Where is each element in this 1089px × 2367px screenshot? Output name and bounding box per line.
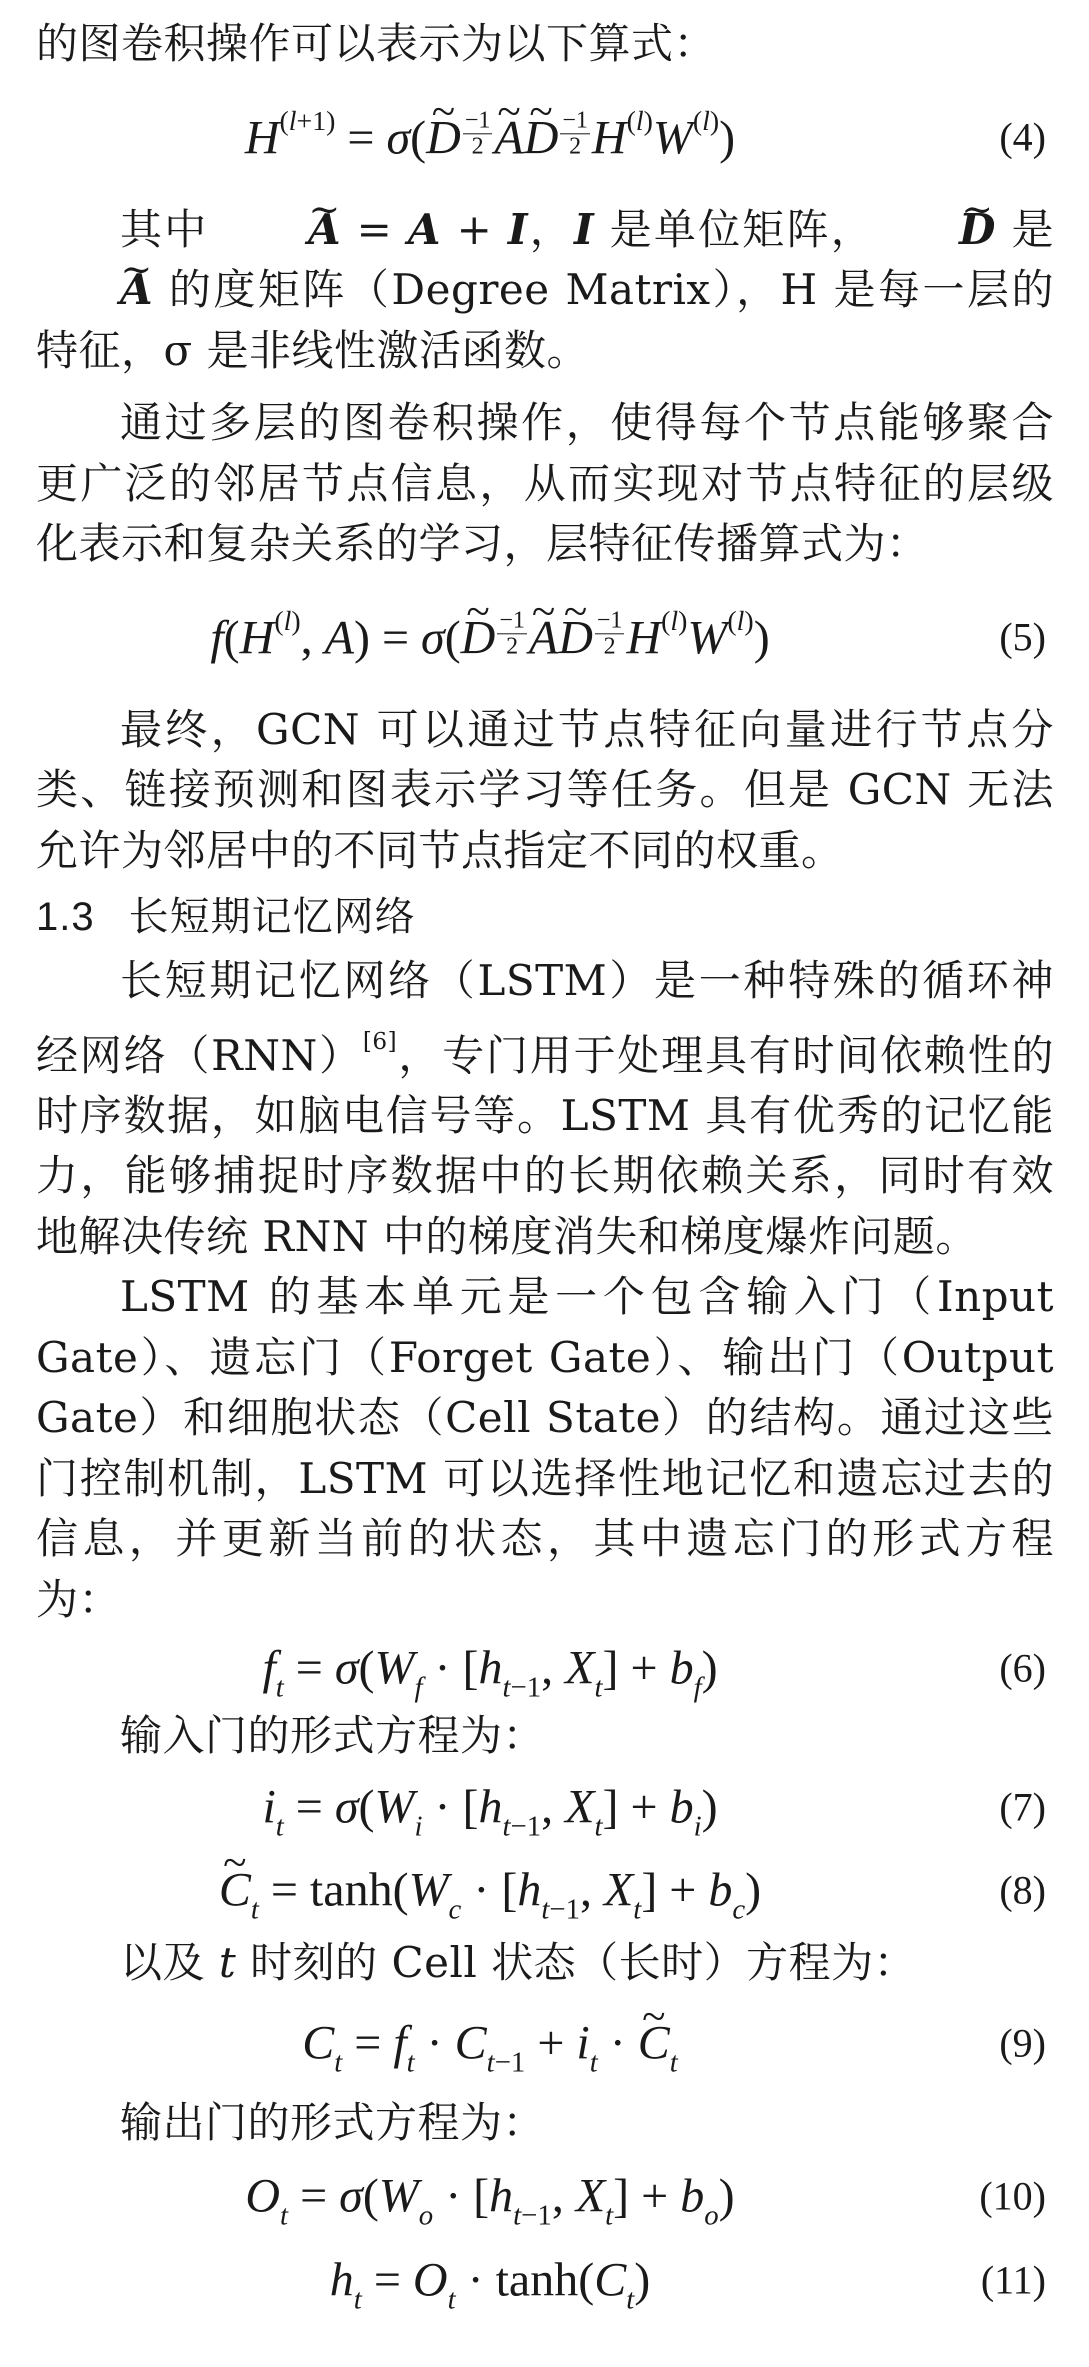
- equation-formula: $f_t = \sigma(W_f \cdot [h_{t-1}$, $X_t] + b_f$): [262, 1641, 718, 1704]
- paragraph-text: ，: [528, 204, 574, 254]
- paragraph-text: 其中: [120, 204, 224, 254]
- citation-ref: [6]: [362, 1028, 398, 1055]
- equation-formula: $i_t = \sigma(W_i \cdot [h_{t-1}$, $X_t] + b_i$): [262, 1780, 718, 1843]
- equation-number: (9): [999, 2020, 1046, 2066]
- paragraph-text: 是单位矩阵，: [594, 204, 875, 254]
- paragraph-text: 的图卷积操作可以表示为以下算式：: [36, 19, 717, 68]
- paragraph-text: 的度矩阵: [153, 265, 347, 314]
- paragraph-gcn-summary: [36, 700, 1054, 882]
- paragraph-lstm-unit: [36, 1267, 1054, 1630]
- paragraph-text: ，专门用于处理具有时间依赖性的时序数据，如脑电信号等。LSTM 具有优秀的记忆能力，能够捕捉时序数据中的长期依赖关系，同时有效地解决传统 RNN 中的梯度消失和梯度爆炸问题。: [36, 1030, 1054, 1261]
- paragraph-text: 是: [995, 204, 1054, 254]
- paper-page: [36, 0, 1054, 2322]
- paragraph-cell-state: [36, 1933, 1054, 1994]
- section-heading: [36, 887, 1054, 947]
- equation-formula: $O_t = \sigma(W_o \cdot [h_{t-1}$, $X_t] + b_o$): [245, 2169, 735, 2232]
- paragraph-text: 时刻的 Cell 状态（长时）方程为：: [236, 1937, 917, 1987]
- equation-number: (10): [979, 2173, 1046, 2219]
- equation-formula: $H^{(l+1)}$ = σ(~ D $\frac{-1}{2}$ ~ A~ D $\frac{-1}{2}$ $H^{(l)}W^{(l)}$): [36, 108, 944, 165]
- paragraph-text: 最终，GCN 可以通过节点特征向量进行节点分类、链接预测和图表示学习等任务。但是 GCN 无法允许为邻居中的不同节点指定不同的权重。: [36, 704, 1054, 875]
- equation-9: [36, 1993, 1054, 2093]
- equation-10: [36, 2154, 1054, 2238]
- equation-number: (4): [999, 114, 1046, 160]
- paragraph-output-gate: [36, 2093, 1054, 2154]
- equation-number: (5): [999, 614, 1046, 660]
- equation-5: [36, 575, 1054, 700]
- paragraph-text: 长短期记忆网络（LSTM）是一种特殊的循环神经网络（RNN）: [36, 956, 1054, 1080]
- section-number: 1.3: [36, 895, 95, 939]
- variable-t: t: [218, 1937, 237, 1987]
- equation-7: [36, 1767, 1054, 1847]
- paragraph-text: 以及: [120, 1937, 219, 1987]
- paragraph-text: 输入门的形式方程为：: [120, 1711, 546, 1761]
- equation-formula: $f(H^{(l)}$, A) = σ(~ D $\frac{-1}{2}$ ~ A~ D $\frac{-1}{2}$ $H^{(l)}W^{(l)}$): [36, 608, 944, 665]
- section-title: 长短期记忆网络: [128, 894, 416, 940]
- equation-formula: $C_t = f_t \cdot C_{t-1} + i_t$ · ~ $C_t$: [36, 2016, 944, 2071]
- equation-number: (7): [999, 1784, 1046, 1830]
- equation-6: [36, 1630, 1054, 1706]
- equation-formula: $h_t = O_t \cdot \tanh(C_t)$: [329, 2253, 651, 2316]
- paragraph-multilayer: [36, 393, 1054, 575]
- equation-8: [36, 1847, 1054, 1933]
- equation-number: (11): [980, 2257, 1046, 2303]
- paragraph-text: LSTM 的基本单元是一个包含输入门（Input Gate）、遗忘门（Forget Gate）、输出门（Output Gate）和细胞状态（Cell State）的结构。通过这些门控制机制，LSTM 可以选择性地记忆和遗忘过去的信息，并更新当前的状态，其中遗忘门的形式方程为：: [36, 1272, 1054, 1624]
- paragraph-intro: [36, 14, 1054, 75]
- paragraph-lstm-intro: [36, 951, 1054, 1267]
- equation-11: [36, 2238, 1054, 2322]
- equation-formula: ~ $C_t = \tanh(W_c \cdot [h_{t-1}$, $X_t] + b_c$): [36, 1862, 944, 1917]
- paragraph-text: 通过多层的图卷积操作，使得每个节点能够聚合更广泛的邻居节点信息，从而实现对节点特征的层级化表示和复杂关系的学习，层特征传播算式为：: [36, 398, 1054, 568]
- equation-number: (8): [999, 1867, 1046, 1913]
- paragraph-input-gate: [36, 1706, 1054, 1767]
- paragraph-text: 输出门的形式方程为：: [120, 2098, 546, 2148]
- paragraph-text: （Degree Matrix），H 是每一层的特征，σ 是非线性激活函数。: [36, 265, 1054, 375]
- paragraph-matrix-definitions: 其中 ~ A = A + I，I 是单位矩阵，~ D 是 ~ A 的度矩阵（Degree Matrix），H 是每一层的特征，σ 是非线性激活函数。: [36, 200, 1054, 382]
- equation-number: (6): [999, 1645, 1046, 1691]
